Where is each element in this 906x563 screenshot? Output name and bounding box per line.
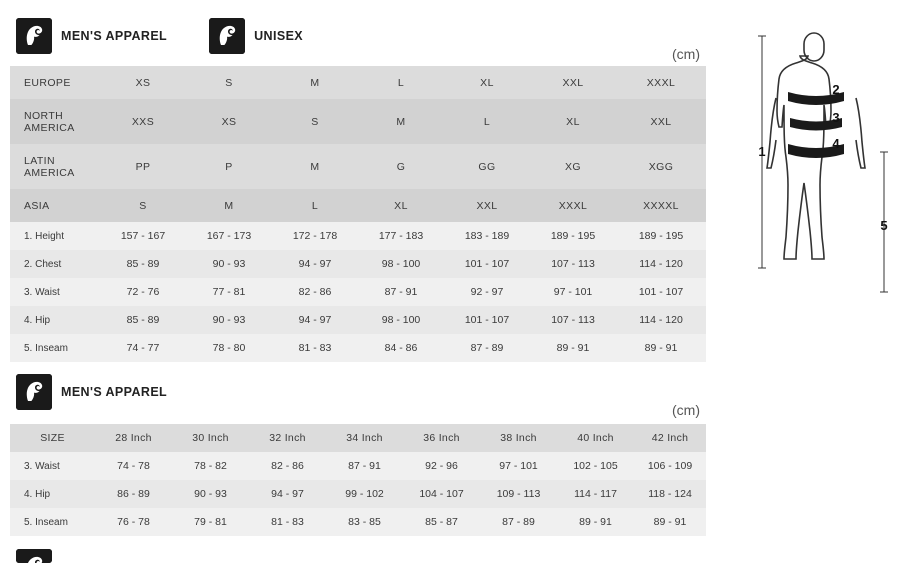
cell: XGG: [616, 144, 706, 189]
header-group-unisex: [209, 18, 303, 54]
table-row-height: [10, 222, 706, 250]
cell: XL: [444, 66, 530, 99]
column-header: 40 Inch: [557, 424, 634, 452]
cell: 79 - 81: [172, 508, 249, 536]
cell: 101 - 107: [444, 250, 530, 278]
column-header: 28 Inch: [95, 424, 172, 452]
cell: S: [186, 66, 272, 99]
cell: M: [358, 99, 444, 144]
cell: 87 - 89: [444, 334, 530, 362]
section-title-mens-apparel: MEN'S APPAREL: [61, 29, 168, 43]
cell: 114 - 120: [616, 306, 706, 334]
cell: 85 - 89: [100, 250, 186, 278]
callout-5: 5: [880, 218, 888, 233]
cell: S: [272, 99, 358, 144]
row-label-chest: 2. Chest: [10, 250, 100, 278]
row-label-latin-america: LATIN AMERICA: [10, 144, 100, 189]
row-label-north-america: NORTH AMERICA: [10, 99, 100, 144]
header-group-mens-apparel: [16, 18, 167, 54]
cell: 89 - 91: [530, 334, 616, 362]
cell: XG: [530, 144, 616, 189]
cell: 86 - 89: [95, 480, 172, 508]
cell: 97 - 101: [530, 278, 616, 306]
cell: XL: [530, 99, 616, 144]
cell: 106 - 109: [634, 452, 706, 480]
cell: 94 - 97: [272, 250, 358, 278]
cell: 98 - 100: [358, 250, 444, 278]
table-row-hip-inch: [10, 480, 706, 508]
table-row-inseam: [10, 334, 706, 362]
table-row-size-header: [10, 424, 706, 452]
cell: 78 - 80: [186, 334, 272, 362]
cell: M: [186, 189, 272, 222]
unit-label-section-2: (cm): [672, 402, 700, 418]
cell: 92 - 96: [403, 452, 480, 480]
size-table-mens-unisex: [10, 66, 706, 362]
cell: L: [272, 189, 358, 222]
cell: 118 - 124: [634, 480, 706, 508]
section-title-mens-apparel-2: MEN'S APPAREL: [61, 385, 168, 399]
cell: 74 - 78: [95, 452, 172, 480]
cell: 94 - 97: [272, 306, 358, 334]
cell: L: [444, 99, 530, 144]
cell: 99 - 102: [326, 480, 403, 508]
row-label-inseam: 5. Inseam: [10, 334, 100, 362]
cell: 177 - 183: [358, 222, 444, 250]
table-row-hip: [10, 306, 706, 334]
column-header: 36 Inch: [403, 424, 480, 452]
cell: G: [358, 144, 444, 189]
size-table-mens-inch: [10, 424, 706, 536]
cell: 102 - 105: [557, 452, 634, 480]
cell: 90 - 93: [186, 306, 272, 334]
section-header-mens-inch: [16, 374, 167, 410]
cell: 82 - 86: [249, 452, 326, 480]
row-label-waist: 3. Waist: [10, 452, 95, 480]
section-header-mens-unisex: [16, 18, 303, 54]
table-row-chest: [10, 250, 706, 278]
column-header: 30 Inch: [172, 424, 249, 452]
column-header: 32 Inch: [249, 424, 326, 452]
row-label-hip: 4. Hip: [10, 480, 95, 508]
cell: M: [272, 144, 358, 189]
brand-logo-icon: [16, 549, 52, 563]
cell: P: [186, 144, 272, 189]
row-label-inseam: 5. Inseam: [10, 508, 95, 536]
cell: 84 - 86: [358, 334, 444, 362]
cell: XS: [186, 99, 272, 144]
table-row-asia: [10, 189, 706, 222]
cell: 87 - 91: [326, 452, 403, 480]
callout-2: 2: [832, 82, 840, 97]
brand-logo-unisex-icon: [209, 18, 245, 54]
cell: 90 - 93: [172, 480, 249, 508]
cell: XXL: [444, 189, 530, 222]
cell: 107 - 113: [530, 250, 616, 278]
table-row-waist-inch: [10, 452, 706, 480]
cell: 77 - 81: [186, 278, 272, 306]
cell: PP: [100, 144, 186, 189]
body-measurement-diagram: [742, 30, 902, 350]
table-row-waist: [10, 278, 706, 306]
callout-1: 1: [758, 144, 766, 159]
cell: 85 - 89: [100, 306, 186, 334]
header-group-mens-apparel-2: [16, 374, 167, 410]
cell: XL: [358, 189, 444, 222]
cell: 87 - 91: [358, 278, 444, 306]
cell: 189 - 195: [616, 222, 706, 250]
cell: 81 - 83: [249, 508, 326, 536]
table-row-europe: [10, 66, 706, 99]
size-table-mens-inch-wrapper: [10, 424, 706, 536]
cell: XXXXL: [616, 189, 706, 222]
cell: 81 - 83: [272, 334, 358, 362]
cell: 189 - 195: [530, 222, 616, 250]
cell: 89 - 91: [634, 508, 706, 536]
cell: 94 - 97: [249, 480, 326, 508]
cell: 183 - 189: [444, 222, 530, 250]
cell: 109 - 113: [480, 480, 557, 508]
callout-3: 3: [832, 110, 840, 125]
cell: XXXL: [616, 66, 706, 99]
column-header-size: SIZE: [10, 424, 95, 452]
cell: 87 - 89: [480, 508, 557, 536]
cell: GG: [444, 144, 530, 189]
cell: 107 - 113: [530, 306, 616, 334]
cell: 172 - 178: [272, 222, 358, 250]
section-header-next-partial: [16, 549, 52, 563]
row-label-height: 1. Height: [10, 222, 100, 250]
cell: 74 - 77: [100, 334, 186, 362]
table-row-inseam-inch: [10, 508, 706, 536]
cell: 90 - 93: [186, 250, 272, 278]
cell: XXS: [100, 99, 186, 144]
column-header: 34 Inch: [326, 424, 403, 452]
row-label-hip: 4. Hip: [10, 306, 100, 334]
brand-logo-icon: [16, 374, 52, 410]
cell: 83 - 85: [326, 508, 403, 536]
cell: XXL: [616, 99, 706, 144]
cell: 92 - 97: [444, 278, 530, 306]
table-row-north-america: [10, 99, 706, 144]
cell: XS: [100, 66, 186, 99]
cell: 76 - 78: [95, 508, 172, 536]
cell: 104 - 107: [403, 480, 480, 508]
cell: 157 - 167: [100, 222, 186, 250]
cell: 114 - 120: [616, 250, 706, 278]
cell: L: [358, 66, 444, 99]
brand-logo-icon: [16, 18, 52, 54]
cell: 78 - 82: [172, 452, 249, 480]
cell: 72 - 76: [100, 278, 186, 306]
column-header: 42 Inch: [634, 424, 706, 452]
cell: 89 - 91: [616, 334, 706, 362]
cell: 97 - 101: [480, 452, 557, 480]
cell: 167 - 173: [186, 222, 272, 250]
cell: 89 - 91: [557, 508, 634, 536]
size-table-mens-unisex-wrapper: [10, 66, 706, 362]
cell: M: [272, 66, 358, 99]
cell: 101 - 107: [616, 278, 706, 306]
unit-label-section-1: (cm): [672, 46, 700, 62]
cell: 85 - 87: [403, 508, 480, 536]
cell: 101 - 107: [444, 306, 530, 334]
callout-4: 4: [832, 136, 840, 151]
cell: 114 - 117: [557, 480, 634, 508]
cell: 82 - 86: [272, 278, 358, 306]
row-label-europe: EUROPE: [10, 66, 100, 99]
cell: XXL: [530, 66, 616, 99]
column-header: 38 Inch: [480, 424, 557, 452]
row-label-waist: 3. Waist: [10, 278, 100, 306]
row-label-asia: ASIA: [10, 189, 100, 222]
cell: XXXL: [530, 189, 616, 222]
cell: 98 - 100: [358, 306, 444, 334]
section-title-unisex: UNISEX: [254, 29, 304, 43]
table-row-latin-america: [10, 144, 706, 189]
cell: S: [100, 189, 186, 222]
